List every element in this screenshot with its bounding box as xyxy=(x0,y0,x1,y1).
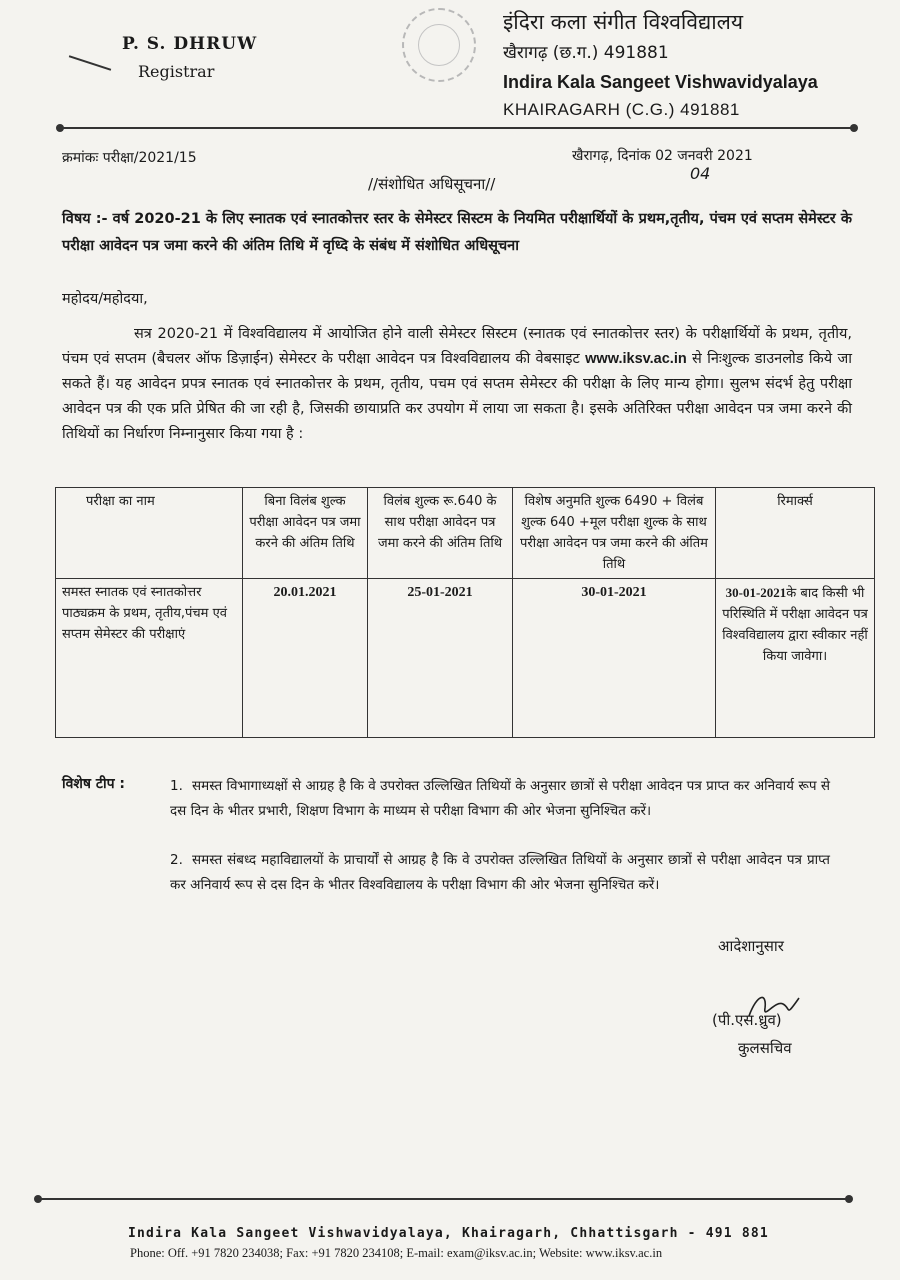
subject-line: विषय :- वर्ष 2020-21 के लिए स्नातक एवं स्नातकोत्तर स्तर के सेमेस्टर सिस्टम के नियमित परीक्षार्थियों के प्रथम,तृतीय, पंचम एवं सप्तम सेमेस्टर के परीक्षा आवेदन पत्र जमा करने की अंतिम तिथि में वृध्दि के संबंध में संशोधित अधिसूचना xyxy=(62,211,852,254)
cell-date-3: 30-01-2021 xyxy=(513,579,716,738)
footer-address: Indira Kala Sangeet Vishwavidyalaya, Khairagarh, Chhattisgarh - 491 881 xyxy=(128,1226,769,1241)
note-item-1 xyxy=(170,774,830,824)
col-header-remarks: रिमार्क्स xyxy=(716,488,875,579)
col-header-special-fee: विशेष अनुमति शुल्क 6490 + विलंब शुल्क 640 +मूल परीक्षा शुल्क के साथ परीक्षा आवेदन पत्र जमा करने की अंतिम तिथि xyxy=(513,488,716,579)
body-part-2: से निःशुल्क डाउनलोड किये जा सकते हैं। यह आवेदन प्रपत्र स्नातक एवं स्नातकोत्तर के प्रथम, तृतीय, पचम एवं सप्तम सेमेस्टर की परीक्षा के लिए मान्य होगा। सुलभ संदर्भ हेतु परीक्षा आवेदन पत्र की एक प्रति प्रेषित की जा रही है, जिसकी छायाप्रति कर उपयोग में लाया जा सकता है। इसके अतिरिक्त परीक्षा आवेदन पत्र जमा करने की तिथियों का निर्धारण निम्नानुसार किया गया है : xyxy=(62,351,852,442)
city-hindi: खैरागढ़ (छ.ग.) 491881 xyxy=(503,43,669,63)
remark-text: के बाद किसी भी परिस्थिति में परीक्षा आवेदन पत्र विश्वविद्यालय द्वारा स्वीकार नहीं किया जावेगा। xyxy=(722,586,868,664)
col-header-late-fee: विलंब शुल्क रू.640 के साथ परीक्षा आवेदन पत्र जमा करने की अंतिम तिथि xyxy=(368,488,513,579)
cell-date-1: 20.01.2021 xyxy=(243,579,368,738)
reference-number: क्रमांकः परीक्षा/2021/15 xyxy=(62,150,197,166)
cell-date-2: 25-01-2021 xyxy=(368,579,513,738)
note-number-1: 1. xyxy=(170,778,183,794)
col-header-exam: परीक्षा का नाम xyxy=(56,488,243,579)
registrar-title: Registrar xyxy=(138,62,215,81)
notice-title: //संशोधित अधिसूचना// xyxy=(368,175,496,193)
note-text-2: समस्त संबध्द महाविद्यालयों के प्राचार्यों से आग्रह है कि वे उपरोक्त उल्लिखित तिथियों के अनुसार छात्रों से परीक्षा आवेदन पत्र प्राप्त कर अनिवार्य रूप से दस दिन के भीतर विश्वविद्यालय के परीक्षा विभाग की ओर भेजना सुनिश्चित करें। xyxy=(170,852,830,893)
notes-label: विशेष टीप : xyxy=(62,776,126,792)
schedule-table xyxy=(55,487,875,738)
university-seal-icon xyxy=(402,8,476,82)
header-rule xyxy=(62,127,854,129)
footer-rule xyxy=(40,1198,848,1200)
body-part-1: सत्र 2020-21 में विश्वविद्यालय में आयोजित होने वाली सेमेस्टर सिस्टम (स्नातक एवं स्नातकोत्तर स्तर) के परीक्षार्थियों के प्रथम, तृतीय, पंचम एवं सप्तम (बैचलर ऑफ डिज़ाईन) सेमेस्टर के परीक्षा आवेदन पत्र विश्वविद्यालय की वेबसाइट xyxy=(62,326,852,367)
note-text-1: समस्त विभागाध्यक्षों से आग्रह है कि वे उपरोक्त उल्लिखित तिथियों के अनुसार छात्रों से परीक्षा आवेदन पत्र प्राप्त कर अनिवार्य रूप से दस दिन के भीतर प्रभारी, शिक्षण विभाग के माध्यम से परीक्षा विभाग की ओर भेजना सुनिश्चित करें। xyxy=(170,778,830,819)
date-correction: 04 xyxy=(690,164,711,183)
university-name-english: Indira Kala Sangeet Vishwavidyalaya xyxy=(503,72,818,92)
col-header-no-late-fee: बिना विलंब शुल्क परीक्षा आवेदन पत्र जमा करने की अंतिम तिथि xyxy=(243,488,368,579)
registrar-name: P. S. DHRUW xyxy=(122,34,258,54)
by-order-text: आदेशानुसार xyxy=(718,937,784,955)
cell-exam: समस्त स्नातक एवं स्नातकोत्तर पाठ्यक्रम के प्रथम, तृतीय,पंचम एवं सप्तम सेमेस्टर की परीक्षाएं xyxy=(56,579,243,738)
footer-rule-dot-right xyxy=(845,1195,853,1203)
table-row xyxy=(56,579,875,738)
remark-date: 30-01-2021 xyxy=(725,585,787,600)
footer-contact: Phone: Off. +91 7820 234038; Fax: +91 7820 234108; E-mail: exam@iksv.ac.in; Website: www.iksv.ac.in xyxy=(130,1246,663,1260)
university-name-hindi: इंदिरा कला संगीत विश्वविद्यालय xyxy=(503,10,744,34)
city-english: KHAIRAGARH (C.G.) 491881 xyxy=(503,100,740,119)
header-rule-dot-right xyxy=(850,124,858,132)
cell-remark xyxy=(716,579,875,738)
body-paragraph xyxy=(62,322,852,447)
salutation: महोदय/महोदया, xyxy=(62,291,148,307)
note-number-2: 2. xyxy=(170,852,183,868)
website-link[interactable]: www.iksv.ac.in xyxy=(585,351,687,367)
pen-stroke xyxy=(69,55,111,70)
signatory-title: कुलसचिव xyxy=(738,1039,792,1057)
issue-date: खैरागढ़, दिनांक 02 जनवरी 2021 xyxy=(572,148,753,164)
note-item-2 xyxy=(170,848,830,898)
table-header-row xyxy=(56,488,875,579)
signatory-name: (पी.एस.ध्रुव) xyxy=(712,1011,782,1029)
